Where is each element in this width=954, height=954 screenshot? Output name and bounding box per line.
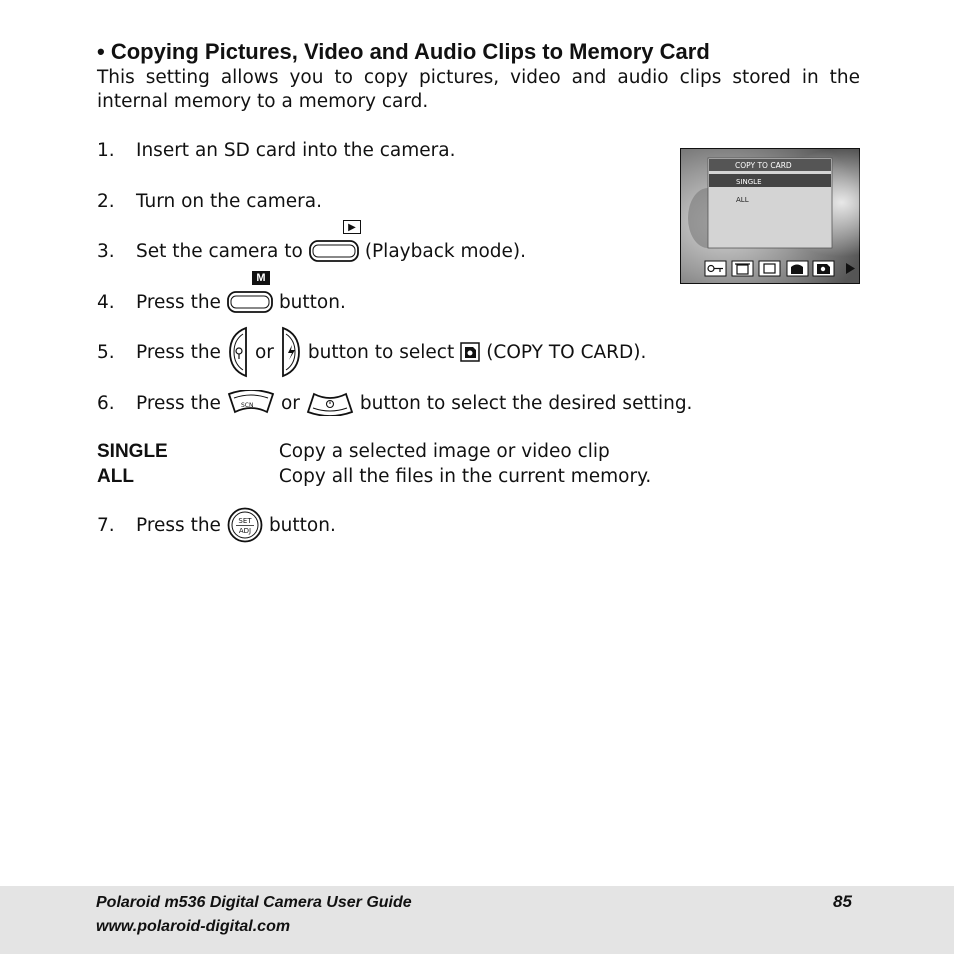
step-number: 3.	[97, 240, 115, 262]
set-adj-button-icon	[227, 507, 263, 543]
step-text-mid: button to select	[307, 341, 455, 363]
svg-text:ADJ: ADJ	[238, 527, 252, 535]
step-text-pre: Press the	[136, 341, 221, 363]
intro-paragraph: This setting allows you to copy pictures, video and audio clips stored in the internal memory to a memory card.	[97, 67, 860, 112]
step-number: 6.	[97, 392, 115, 414]
step-text-post: (COPY TO CARD).	[486, 341, 647, 363]
page-number: 85	[833, 892, 852, 911]
step-6	[97, 388, 692, 418]
step-text-pre: Set the camera to	[136, 240, 303, 262]
option-description: Copy a selected image or video clip	[278, 441, 610, 462]
step-number: 5.	[97, 341, 115, 363]
camera-lcd-svg	[680, 148, 860, 284]
page-footer	[0, 886, 954, 954]
step-5	[97, 326, 646, 378]
step-1	[97, 138, 455, 162]
menu-title: COPY TO CARD	[735, 161, 792, 170]
step-3	[97, 239, 526, 263]
menu-label-icon	[252, 271, 270, 285]
footer-url: www.polaroid-digital.com	[96, 918, 291, 935]
menu-item-all: ALL	[736, 196, 749, 204]
step-number: 4.	[97, 291, 115, 313]
playback-button-icon	[309, 240, 359, 262]
step-text-pre: Press the	[136, 291, 221, 313]
option-description: Copy all the files in the current memory.	[278, 466, 652, 487]
play-glyph: ▶	[348, 222, 356, 233]
svg-text:SCN: SCN	[240, 402, 254, 409]
step-text-post: (Playback mode).	[364, 240, 527, 262]
menu-panel	[708, 158, 832, 248]
option-single	[97, 441, 610, 463]
step-text: Turn on the camera.	[136, 190, 323, 212]
step-text-pre: Press the	[136, 514, 221, 536]
step-number: 7.	[97, 514, 115, 536]
playback-mode-icon	[343, 220, 361, 234]
step-7	[97, 506, 336, 544]
section-heading: • Copying Pictures, Video and Audio Clips to Memory Card	[97, 39, 710, 64]
step-4	[97, 290, 346, 314]
camera-lcd-screenshot	[680, 148, 860, 284]
step-text-or: or	[254, 341, 274, 363]
step-text-post: button.	[268, 514, 336, 536]
down-selftimer-button-icon	[306, 390, 354, 416]
step-text: Insert an SD card into the camera.	[136, 139, 456, 161]
option-label: ALL	[97, 466, 134, 487]
footer-title: Polaroid m536 Digital Camera User Guide	[96, 894, 412, 911]
svg-text:SET: SET	[238, 517, 252, 525]
menu-highlight	[709, 174, 831, 187]
step-text-post: button.	[278, 291, 346, 313]
step-text-or: or	[280, 392, 300, 414]
step-2	[97, 189, 322, 213]
step-text-pre: Press the	[136, 392, 221, 414]
step-number: 2.	[97, 190, 115, 212]
option-label: SINGLE	[97, 441, 168, 462]
option-all	[97, 466, 651, 488]
left-macro-button-icon	[227, 326, 249, 378]
menu-button-icon	[227, 291, 273, 313]
step-number: 1.	[97, 139, 115, 161]
menu-item-single: SINGLE	[736, 178, 762, 186]
right-flash-button-icon	[280, 326, 302, 378]
menu-glyph: M	[256, 272, 266, 284]
up-scene-button-icon	[227, 390, 275, 416]
copy-to-card-icon	[460, 342, 480, 362]
step-text-post: button to select the desired setting.	[359, 392, 693, 414]
